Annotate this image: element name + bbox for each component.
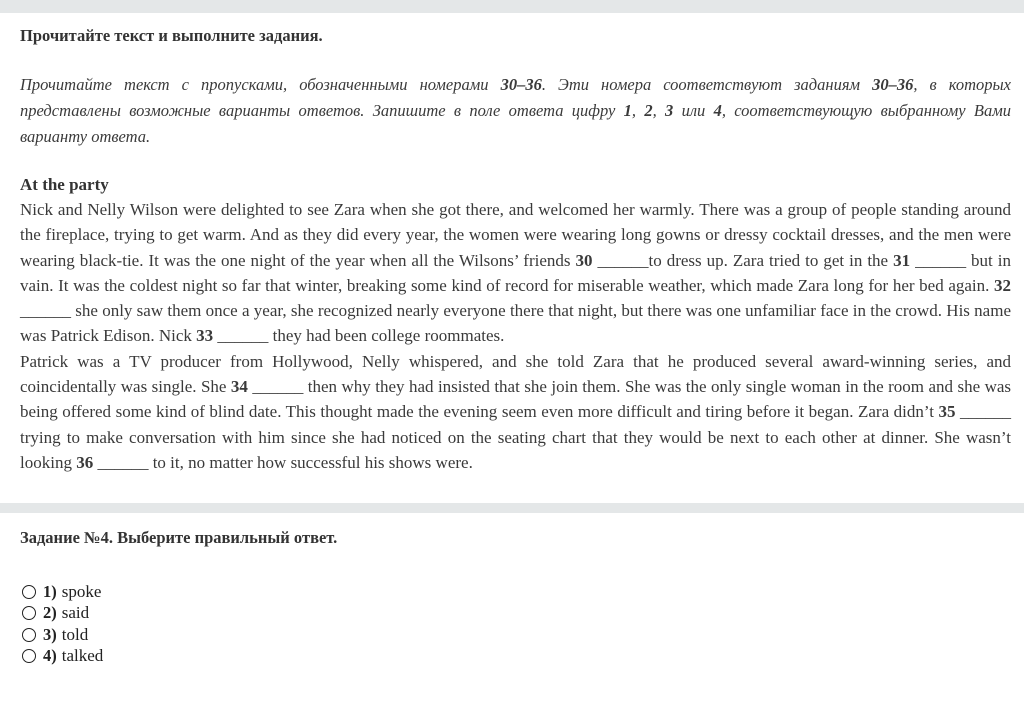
gap-number: 4 <box>713 101 722 120</box>
option-number: 4) <box>43 646 57 666</box>
gap-number: 34 <box>230 377 248 397</box>
task-instruction-text <box>20 72 1011 150</box>
option-number: 2) <box>43 603 57 623</box>
top-divider-strip <box>0 0 1024 13</box>
gap-number: 30–36 <box>872 75 914 94</box>
answer-options-list <box>20 581 1011 667</box>
gap-number: 30–36 <box>500 75 542 94</box>
gap-number: 33 <box>196 326 214 346</box>
passage-text: , соответствующую выбранному Вами варианту ответа. <box>20 101 1012 146</box>
passage-text: Прочитайте текст с пропусками, обозначенными номерами <box>20 75 501 94</box>
answer-option[interactable] <box>22 581 1011 603</box>
reading-section <box>0 13 1024 503</box>
passage-text: Patrick was a TV producer from Hollywood, Nelly whispered, and she told Zara that he produced several award-winning series, and coincidentally was single. She <box>20 351 1011 397</box>
passage-text: ______ trying to make conversation with him since she had noticed on the seating chart that they would be next to each other at dinner. She wasn’t looking <box>20 402 1011 472</box>
gap-number: 2 <box>644 101 653 120</box>
passage-text: , <box>652 101 666 120</box>
passage-text: ______ but in vain. It was the coldest night so far that winter, breaking some kind of record for miserable weather, which made Zara long for her bed again. <box>20 250 1011 295</box>
passage-text: . Эти номера соответствуют заданиям <box>541 75 873 94</box>
passage-text: ______ then why they had insisted that she join them. She was the only single woman in the room and she was being offered some kind of blind date. This thought made the evening seem even more difficult and tiring before it began. Zara didn’t <box>20 377 1012 422</box>
gap-number: 3 <box>665 101 674 120</box>
passage-text: ______ she only saw them once a year, she recognized nearly everyone there that night, but there was one unfamiliar face in the crowd. His name was Patrick Edison. Nick <box>20 301 1011 346</box>
passage-text: ______ they had been college roommates. <box>213 326 505 346</box>
option-label: said <box>61 603 90 623</box>
option-number: 3) <box>43 624 57 644</box>
passage-paragraph-1 <box>20 197 1011 349</box>
gap-number: 36 <box>76 452 94 472</box>
question-title: Задание №4. Выберите правильный ответ. <box>20 528 338 547</box>
radio-button-icon[interactable] <box>22 649 36 663</box>
passage-title: At the party <box>20 175 109 194</box>
answer-option[interactable] <box>22 646 1011 668</box>
option-label: talked <box>61 646 104 666</box>
question-section <box>0 513 1024 667</box>
passage-text: , <box>631 101 645 120</box>
gap-number: 35 <box>938 402 956 422</box>
passage-text: ______to dress up. Zara tried to get in the <box>592 250 894 270</box>
section-heading: Прочитайте текст и выполните задания. <box>20 26 323 45</box>
passage-text: ______ to it, no matter how successful his shows were. <box>93 452 473 472</box>
section-divider-strip <box>0 503 1024 513</box>
passage-text: , в которых представлены возможные варианты ответов. Запишите в поле ответа цифру <box>20 75 1012 120</box>
passage-text: или <box>673 101 714 120</box>
option-number: 1) <box>43 581 57 601</box>
answer-option[interactable] <box>22 603 1011 625</box>
radio-button-icon[interactable] <box>22 585 36 599</box>
answer-option[interactable] <box>22 624 1011 646</box>
option-label: spoke <box>61 581 102 601</box>
gap-number: 32 <box>994 275 1011 295</box>
gap-number: 30 <box>575 250 593 270</box>
gap-number: 1 <box>623 101 632 120</box>
radio-button-icon[interactable] <box>22 628 36 642</box>
option-label: told <box>61 624 89 644</box>
passage-paragraph-2 <box>20 349 1011 475</box>
gap-number: 31 <box>893 250 911 270</box>
radio-button-icon[interactable] <box>22 606 36 620</box>
passage-text: Nick and Nelly Wilson were delighted to see Zara when she got there, and welcomed her warmly. There was a group of people standing around the fireplace, trying to get warm. And as they did every year, the women were wearing long gowns or dressy cocktail dresses, and the men were wearing black-tie. It was the one night of the year when all the Wilsons’ friends <box>20 200 1011 270</box>
